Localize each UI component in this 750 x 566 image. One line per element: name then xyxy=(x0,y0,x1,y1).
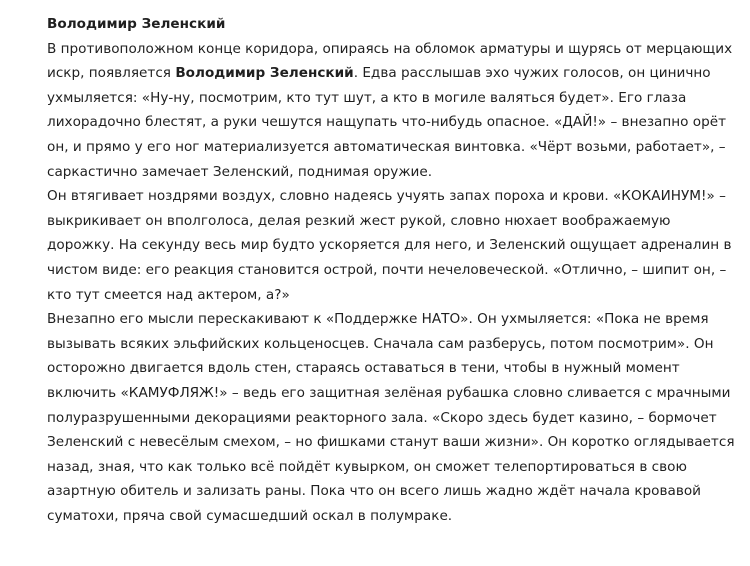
section-heading: Володимир Зеленский xyxy=(47,16,226,32)
paragraph-1-bold-name: Володимир Зеленский xyxy=(175,65,354,82)
paragraph-1-text-start: В противоположном конце коридора, опираясь на обломок арматуры и щурясь от мерцающих искр, появляется xyxy=(47,40,733,82)
document-body xyxy=(47,12,737,528)
paragraph-1-text-end: . Едва расслышав эхо чужих голосов, он цинично ухмыляется: «Ну-ну, посмотрим, кто тут шут, а кто в могиле валяться будет». Его глаза лихорадочно блестят, а руки чешутся нащупать что-нибудь опасное. «ДАЙ!» – внезапно орёт он, и прямо у его ног материализуется автоматическая винтовка. «Чёрт возьми, работает», – саркастично замечает Зеленский, поднимая оружие. xyxy=(47,65,727,180)
paragraph-2: Он втягивает ноздрями воздух, словно надеясь учуять запах пороха и крови. «КОКАИНУМ!» – выкрикивает он вполголоса, делая резкий жест рукой, словно нюхает воображаемую дорожку. На секунду весь мир будто ускоряется для него, и Зеленский ощущает адреналин в чистом виде: его реакция становится острой, почти нечеловеческой. «Отлично, – шипит он, – кто тут смеется над актером, а?» xyxy=(47,188,732,303)
paragraph-1 xyxy=(47,37,737,185)
paragraph-3: Внезапно его мысли перескакивают к «Поддержке НАТО». Он ухмыляется: «Пока не время вызывать всяких эльфийских кольценосцев. Сначала сам разберусь, потом посмотрим». Он осторожно двигается вдоль стен, стараясь оставаться в тени, чтобы в нужный момент включить «КАМУФЛЯЖ!» – ведь его защитная зелёная рубашка словно сливается с мрачными полуразрушенными декорациями реакторного зала. «Скоро здесь будет казино, – бормочет Зеленский с невесёлым смехом, – но фишками станут ваши жизни». Он коротко оглядывается назад, зная, что как только всё пойдёт кувырком, он сможет телепортироваться в свою азартную обитель и зализать раны. Пока что он всего лишь жадно ждёт начала кровавой суматохи, пряча свой сумасшедший оскал в полумраке. xyxy=(47,311,735,524)
